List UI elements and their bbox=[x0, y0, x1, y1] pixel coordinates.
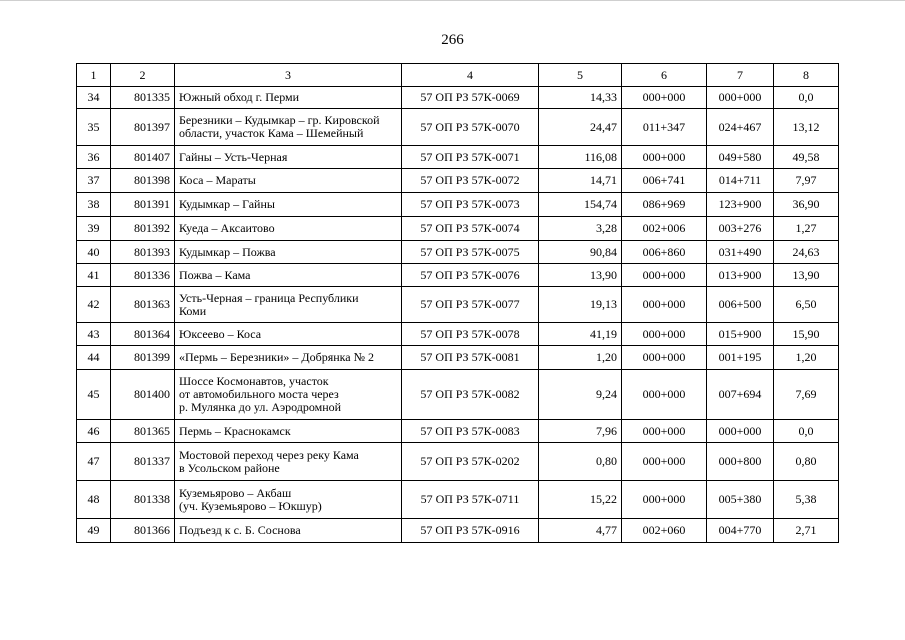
road-id-cell: 57 ОП РЗ 57К-0711 bbox=[402, 481, 539, 519]
code-cell: 801407 bbox=[111, 146, 175, 169]
table-row bbox=[77, 109, 839, 146]
road-name-cell bbox=[175, 370, 402, 420]
row-number-cell: 39 bbox=[77, 217, 111, 241]
end-km-cell: 000+000 bbox=[707, 420, 774, 443]
value-cell: 0,80 bbox=[774, 443, 839, 481]
table-row bbox=[77, 519, 839, 543]
start-km-cell: 000+000 bbox=[622, 346, 707, 370]
road-name-line: области, участок Кама – Шемейный bbox=[179, 126, 364, 140]
road-name-line: Подъезд к с. Б. Соснова bbox=[179, 523, 301, 537]
road-name-cell bbox=[175, 217, 402, 241]
column-header: 5 bbox=[539, 64, 622, 87]
road-name-cell bbox=[175, 346, 402, 370]
row-number-cell: 47 bbox=[77, 443, 111, 481]
road-id-cell: 57 ОП РЗ 57К-0202 bbox=[402, 443, 539, 481]
end-km-cell: 014+711 bbox=[707, 169, 774, 193]
top-edge-line bbox=[0, 0, 905, 1]
column-header: 2 bbox=[111, 64, 175, 87]
row-number-cell: 48 bbox=[77, 481, 111, 519]
road-name-cell bbox=[175, 241, 402, 264]
code-cell: 801397 bbox=[111, 109, 175, 146]
length-cell: 3,28 bbox=[539, 217, 622, 241]
length-cell: 24,47 bbox=[539, 109, 622, 146]
table-row bbox=[77, 481, 839, 519]
value-cell: 24,63 bbox=[774, 241, 839, 264]
code-cell: 801335 bbox=[111, 87, 175, 109]
column-header: 7 bbox=[707, 64, 774, 87]
road-id-cell: 57 ОП РЗ 57К-0072 bbox=[402, 169, 539, 193]
code-cell: 801366 bbox=[111, 519, 175, 543]
end-km-cell: 015+900 bbox=[707, 323, 774, 346]
start-km-cell: 000+000 bbox=[622, 87, 707, 109]
row-number-cell: 45 bbox=[77, 370, 111, 420]
road-name-cell bbox=[175, 87, 402, 109]
road-id-cell: 57 ОП РЗ 57К-0070 bbox=[402, 109, 539, 146]
end-km-cell: 007+694 bbox=[707, 370, 774, 420]
table-row bbox=[77, 420, 839, 443]
start-km-cell: 006+741 bbox=[622, 169, 707, 193]
start-km-cell: 006+860 bbox=[622, 241, 707, 264]
table-row bbox=[77, 169, 839, 193]
value-cell: 7,97 bbox=[774, 169, 839, 193]
value-cell: 0,0 bbox=[774, 87, 839, 109]
road-name-line: Шоссе Космонавтов, участок bbox=[179, 374, 329, 388]
end-km-cell: 049+580 bbox=[707, 146, 774, 169]
road-name-line: Куземьярово – Акбаш bbox=[179, 485, 292, 500]
road-name-line: р. Мулянка до ул. Аэродромной bbox=[179, 400, 342, 414]
table-row bbox=[77, 443, 839, 481]
road-name-cell bbox=[175, 109, 402, 146]
road-id-cell: 57 ОП РЗ 57К-0077 bbox=[402, 287, 539, 323]
row-number-cell: 43 bbox=[77, 323, 111, 346]
page-number: 266 bbox=[441, 32, 464, 48]
code-cell: 801338 bbox=[111, 481, 175, 519]
value-cell: 1,27 bbox=[774, 217, 839, 241]
road-name-cell bbox=[175, 519, 402, 543]
row-number-cell: 41 bbox=[77, 264, 111, 287]
code-cell: 801392 bbox=[111, 217, 175, 241]
end-km-cell: 013+900 bbox=[707, 264, 774, 287]
row-number-cell: 36 bbox=[77, 146, 111, 169]
value-cell: 13,12 bbox=[774, 109, 839, 146]
start-km-cell: 002+006 bbox=[622, 217, 707, 241]
value-cell: 6,50 bbox=[774, 287, 839, 323]
length-cell: 154,74 bbox=[539, 193, 622, 217]
length-cell: 90,84 bbox=[539, 241, 622, 264]
code-cell: 801336 bbox=[111, 264, 175, 287]
value-cell: 7,69 bbox=[774, 370, 839, 420]
start-km-cell: 000+000 bbox=[622, 420, 707, 443]
road-name-cell bbox=[175, 146, 402, 169]
road-name-line: Куеда – Аксаитово bbox=[179, 221, 275, 235]
road-id-cell: 57 ОП РЗ 57К-0073 bbox=[402, 193, 539, 217]
road-name-line: Пожва – Кама bbox=[179, 267, 251, 282]
code-cell: 801391 bbox=[111, 193, 175, 217]
start-km-cell: 000+000 bbox=[622, 287, 707, 323]
row-number-cell: 42 bbox=[77, 287, 111, 323]
table-row bbox=[77, 217, 839, 241]
length-cell: 15,22 bbox=[539, 481, 622, 519]
code-cell: 801365 bbox=[111, 420, 175, 443]
value-cell: 36,90 bbox=[774, 193, 839, 217]
table-row bbox=[77, 264, 839, 287]
table-row bbox=[77, 87, 839, 109]
road-id-cell: 57 ОП РЗ 57К-0071 bbox=[402, 146, 539, 169]
code-cell: 801393 bbox=[111, 241, 175, 264]
road-name-cell bbox=[175, 193, 402, 217]
table-row bbox=[77, 193, 839, 217]
value-cell: 13,90 bbox=[774, 264, 839, 287]
start-km-cell: 002+060 bbox=[622, 519, 707, 543]
length-cell: 116,08 bbox=[539, 146, 622, 169]
road-name-cell bbox=[175, 420, 402, 443]
road-id-cell: 57 ОП РЗ 57К-0082 bbox=[402, 370, 539, 420]
table-row bbox=[77, 287, 839, 323]
road-id-cell: 57 ОП РЗ 57К-0074 bbox=[402, 217, 539, 241]
road-id-cell: 57 ОП РЗ 57К-0075 bbox=[402, 241, 539, 264]
road-name-cell bbox=[175, 264, 402, 287]
length-cell: 13,90 bbox=[539, 264, 622, 287]
value-cell: 5,38 bbox=[774, 481, 839, 519]
row-number-cell: 38 bbox=[77, 193, 111, 217]
end-km-cell: 031+490 bbox=[707, 241, 774, 264]
end-km-cell: 004+770 bbox=[707, 519, 774, 543]
road-name-line: Коми bbox=[179, 303, 207, 318]
value-cell: 1,20 bbox=[774, 346, 839, 370]
value-cell: 2,71 bbox=[774, 519, 839, 543]
road-name-line: Березники – Кудымкар – гр. Кировской bbox=[179, 113, 380, 127]
road-id-cell: 57 ОП РЗ 57К-0078 bbox=[402, 323, 539, 346]
end-km-cell: 123+900 bbox=[707, 193, 774, 217]
code-cell: 801399 bbox=[111, 346, 175, 370]
code-cell: 801363 bbox=[111, 287, 175, 323]
start-km-cell: 000+000 bbox=[622, 370, 707, 420]
road-name-line: Кудымкар – Гайны bbox=[179, 197, 275, 211]
row-number-cell: 40 bbox=[77, 241, 111, 264]
row-number-cell: 44 bbox=[77, 346, 111, 370]
table-row bbox=[77, 323, 839, 346]
end-km-cell: 005+380 bbox=[707, 481, 774, 519]
start-km-cell: 000+000 bbox=[622, 481, 707, 519]
length-cell: 14,71 bbox=[539, 169, 622, 193]
column-header: 6 bbox=[622, 64, 707, 87]
row-number-cell: 46 bbox=[77, 420, 111, 443]
road-name-cell bbox=[175, 443, 402, 481]
end-km-cell: 003+276 bbox=[707, 217, 774, 241]
end-km-cell: 006+500 bbox=[707, 287, 774, 323]
row-number-cell: 49 bbox=[77, 519, 111, 543]
start-km-cell: 086+969 bbox=[622, 193, 707, 217]
length-cell: 19,13 bbox=[539, 287, 622, 323]
road-name-line: Пермь – Краснокамск bbox=[179, 423, 291, 438]
road-name-line: Южный обход г. Перми bbox=[179, 90, 300, 104]
road-name-line: в Усольском районе bbox=[179, 460, 280, 475]
column-header: 1 bbox=[77, 64, 111, 87]
row-number-cell: 34 bbox=[77, 87, 111, 109]
road-name-cell bbox=[175, 323, 402, 346]
length-cell: 1,20 bbox=[539, 346, 622, 370]
table-row bbox=[77, 370, 839, 420]
code-cell: 801398 bbox=[111, 169, 175, 193]
road-id-cell: 57 ОП РЗ 57К-0069 bbox=[402, 87, 539, 109]
value-cell: 0,0 bbox=[774, 420, 839, 443]
value-cell: 15,90 bbox=[774, 323, 839, 346]
length-cell: 4,77 bbox=[539, 519, 622, 543]
road-name-cell bbox=[175, 287, 402, 323]
end-km-cell: 024+467 bbox=[707, 109, 774, 146]
length-cell: 41,19 bbox=[539, 323, 622, 346]
road-name-line: от автомобильного моста через bbox=[179, 387, 339, 401]
code-cell: 801337 bbox=[111, 443, 175, 481]
road-name-line: (уч. Куземьярово – Юкшур) bbox=[179, 498, 322, 513]
road-name-line: Мостовой переход через реку Кама bbox=[179, 447, 359, 462]
road-name-cell bbox=[175, 169, 402, 193]
row-number-cell: 37 bbox=[77, 169, 111, 193]
road-name-cell bbox=[175, 481, 402, 519]
road-id-cell: 57 ОП РЗ 57К-0083 bbox=[402, 420, 539, 443]
row-number-cell: 35 bbox=[77, 109, 111, 146]
road-name-line: «Пермь – Березники» – Добрянка № 2 bbox=[179, 350, 375, 364]
road-name-line: Коса – Мараты bbox=[179, 173, 256, 187]
table-body bbox=[77, 87, 839, 543]
code-cell: 801400 bbox=[111, 370, 175, 420]
road-id-cell: 57 ОП РЗ 57К-0916 bbox=[402, 519, 539, 543]
length-cell: 9,24 bbox=[539, 370, 622, 420]
table-row bbox=[77, 241, 839, 264]
start-km-cell: 000+000 bbox=[622, 264, 707, 287]
start-km-cell: 000+000 bbox=[622, 323, 707, 346]
road-name-line: Кудымкар – Пожва bbox=[179, 244, 276, 259]
start-km-cell: 000+000 bbox=[622, 443, 707, 481]
table-row bbox=[77, 346, 839, 370]
header-row bbox=[77, 64, 839, 87]
column-header: 4 bbox=[402, 64, 539, 87]
column-header: 3 bbox=[175, 64, 402, 87]
road-id-cell: 57 ОП РЗ 57К-0076 bbox=[402, 264, 539, 287]
value-cell: 49,58 bbox=[774, 146, 839, 169]
length-cell: 7,96 bbox=[539, 420, 622, 443]
start-km-cell: 011+347 bbox=[622, 109, 707, 146]
start-km-cell: 000+000 bbox=[622, 146, 707, 169]
road-name-line: Гайны – Усть-Черная bbox=[179, 149, 288, 164]
road-id-cell: 57 ОП РЗ 57К-0081 bbox=[402, 346, 539, 370]
column-header: 8 bbox=[774, 64, 839, 87]
code-cell: 801364 bbox=[111, 323, 175, 346]
table-row bbox=[77, 146, 839, 169]
end-km-cell: 000+000 bbox=[707, 87, 774, 109]
length-cell: 0,80 bbox=[539, 443, 622, 481]
roads-table bbox=[76, 63, 839, 543]
road-name-line: Юксеево – Коса bbox=[179, 326, 262, 341]
end-km-cell: 000+800 bbox=[707, 443, 774, 481]
length-cell: 14,33 bbox=[539, 87, 622, 109]
road-name-line: Усть-Черная – граница Республики bbox=[179, 290, 359, 305]
end-km-cell: 001+195 bbox=[707, 346, 774, 370]
